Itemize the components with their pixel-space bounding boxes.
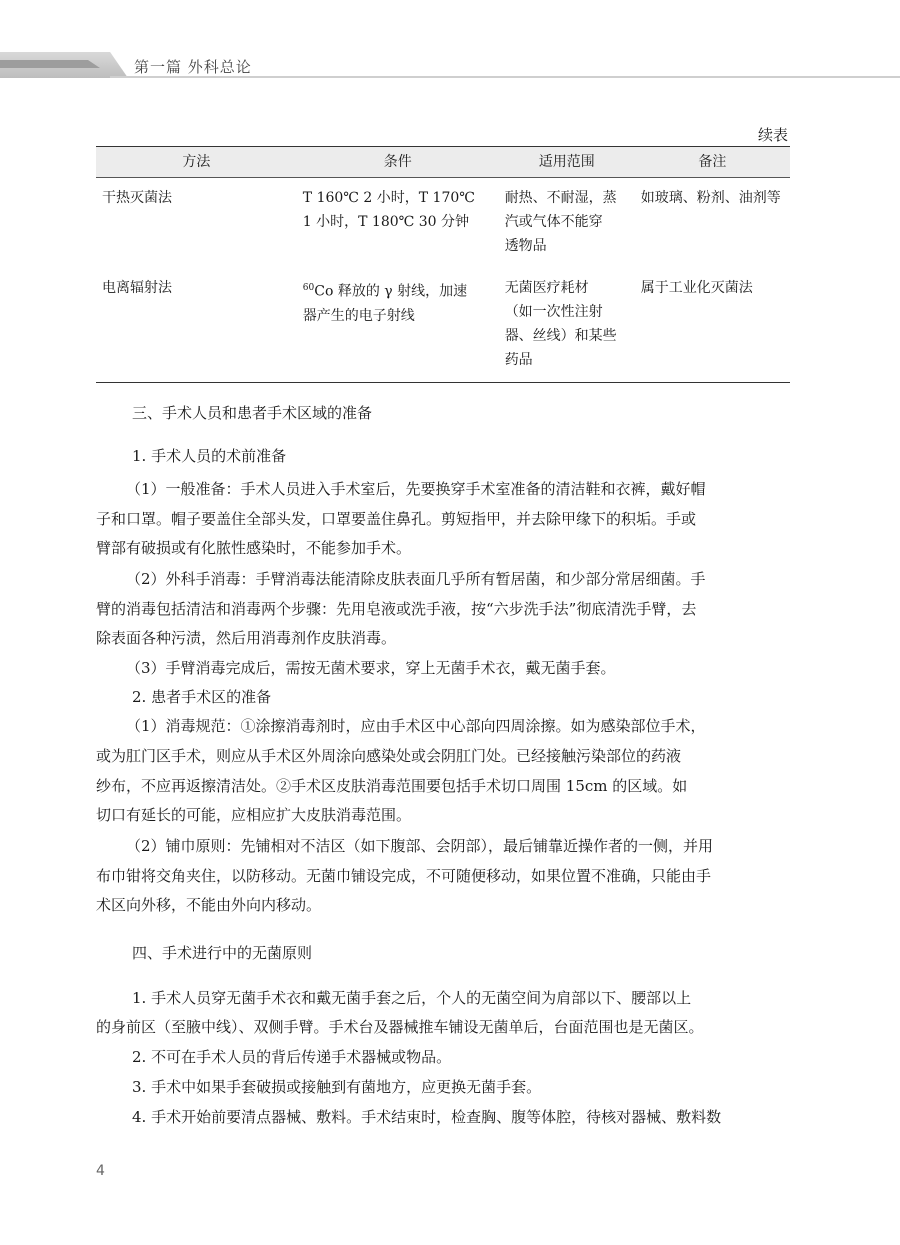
cell-condition: $^{60}$Co 释放的 γ 射线，加速 器产生的电子射线 — [297, 268, 499, 383]
paragraph-line: 臂部有破损或有化脓性感染时，不能参加手术。 — [96, 539, 412, 557]
cell-method: 电离辐射法 — [96, 268, 297, 383]
list-item: 2. 不可在手术人员的背后传递手术器械或物品。 — [132, 1048, 452, 1066]
cell-scope: 耐热、不耐湿，蒸 汽或气体不能穿 透物品 — [504, 190, 617, 254]
col-header-note: 备注 — [635, 147, 790, 178]
table-row — [96, 178, 790, 269]
sterilization-table — [96, 146, 790, 383]
paragraph-line: 子和口罩。帽子要盖住全部头发，口罩要盖住鼻孔。剪短指甲，并去除甲缘下的积垢。手或 — [96, 510, 697, 528]
page-number: 4 — [96, 1163, 105, 1179]
col-header-method: 方法 — [96, 147, 297, 178]
isotope-superscript: 60 — [302, 283, 315, 293]
cell-method: 干热灭菌法 — [102, 190, 172, 206]
paragraph-line: （1）消毒规范：①涂擦消毒剂时，应由手术区中心部向四周涂擦。如为感染部位手术， — [126, 717, 706, 735]
paragraph-line: （2）铺巾原则：先铺相对不洁区（如下腹部、会阴部），最后铺靠近操作者的一侧，并用 — [126, 837, 714, 855]
list-item: 4. 手术开始前要清点器械、敷料。手术结束时，检查胸、腹等体腔，待核对器械、敷料数 — [132, 1108, 722, 1126]
paragraph-line: 或为肛门区手术，则应从手术区外周涂向感染处或会阴肛门处。已经接触污染部位的药液 — [96, 747, 682, 765]
paragraph-line: （1）一般准备：手术人员进入手术室后，先要换穿手术室准备的清洁鞋和衣裤，戴好帽 — [126, 480, 706, 498]
table-row — [96, 268, 790, 383]
subheading-patient-prep: 2. 患者手术区的准备 — [132, 688, 272, 706]
cell-note: 属于工业化灭菌法 — [635, 268, 790, 383]
paragraph-line: （3）手臂消毒完成后，需按无菌术要求，穿上无菌手术衣，戴无菌手套。 — [126, 659, 616, 677]
paragraph-line: 臂的消毒包括清洁和消毒两个步骤：先用皂液或洗手液，按“六步洗手法”彻底清洗手臂，去 — [96, 600, 697, 618]
paragraph-line: 切口有延长的可能，应相应扩大皮肤消毒范围。 — [96, 806, 412, 824]
col-header-condition: 条件 — [297, 147, 499, 178]
paragraph-line: 纱布，不应再返擦清洁处。②手术区皮肤消毒范围要包括手术切口周围 15cm 的区域。如 — [96, 777, 688, 795]
section-4-heading: 四、手术进行中的无菌原则 — [132, 944, 313, 962]
cell-note: 如玻璃、粉剂、油剂等 — [640, 190, 781, 206]
paragraph-line: 术区向外移，不能由外向内移动。 — [96, 896, 322, 914]
running-header: 第一篇 外科总论 — [134, 58, 252, 76]
paragraph-line: 布巾钳将交角夹住，以防移动。无菌巾铺设完成，不可随便移动，如果位置不准确，只能由手 — [96, 867, 712, 885]
paragraph-line: （2）外科手消毒：手臂消毒法能清除皮肤表面几乎所有暂居菌，和少部分常居细菌。手 — [126, 570, 706, 588]
table-continued-label: 续表 — [757, 126, 788, 144]
list-item: 的身前区（至腋中线）、双侧手臂。手术台及器械推车铺设无菌单后，台面范围也是无菌区。 — [96, 1018, 704, 1036]
cell-scope: 无菌医疗耗材 （如一次性注射 器、丝线）和某些 药品 — [499, 268, 635, 383]
list-item: 1. 手术人员穿无菌手术衣和戴无菌手套之后，个人的无菌空间为肩部以下、腰部以上 — [132, 989, 692, 1007]
subheading-staff-prep: 1. 手术人员的术前准备 — [132, 447, 287, 465]
cell-condition: T 160℃ 2 小时，T 170℃ 1 小时，T 180℃ 30 分钟 — [302, 190, 475, 230]
list-item: 3. 手术中如果手套破损或接触到有菌地方，应更换无菌手套。 — [132, 1078, 542, 1096]
section-3-heading: 三、手术人员和患者手术区域的准备 — [132, 404, 373, 422]
col-header-scope: 适用范围 — [499, 147, 635, 178]
paragraph-line: 除表面各种污渍，然后用消毒剂作皮肤消毒。 — [96, 629, 397, 647]
table-header-row — [96, 147, 790, 178]
